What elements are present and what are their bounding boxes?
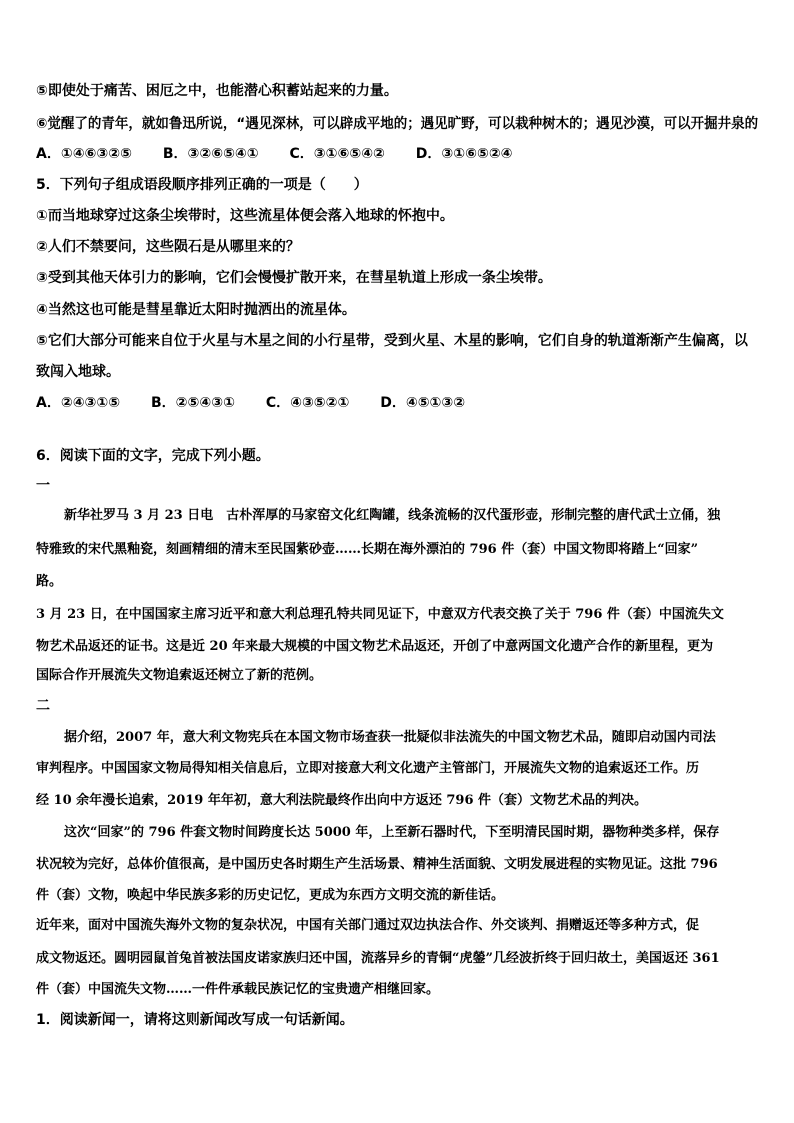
q6-s2-line-3: 经 10 余年漫长追索，2019 年年初，意大利法院最终作出向中方返还 796 件（套）文物艺术品的判决。 [36, 793, 648, 808]
q4-item-6: ⑥觉醒了的青年，就如鲁迅所说，“遇见深林，可以辟成平地的；遇见旷野，可以栽种树木的；遇见沙漠，可以开掘井泉的 [36, 116, 759, 132]
q6-s1-line-5: 物艺术品返还的证书。这是近 20 年来最大规模的中国文物艺术品返还，开创了中意两国文化遗产合作的新里程，更为 [36, 639, 714, 654]
q6-s1-line-6: 国际合作开展流失文物追索返还树立了新的范例。 [36, 668, 323, 683]
q5-option-c[interactable]: C．④③⑤②① [265, 395, 350, 411]
q6-s2-line-2: 审判程序。中国国家文物局得知相关信息后，立即对接意大利文化遗产主管部门，开展流失文物的追索返还工作。历 [36, 761, 700, 776]
q4-option-b[interactable]: B．③②⑥⑤④① [162, 146, 259, 162]
q6-s1-line-3: 路。 [36, 574, 63, 589]
q6-s2-line-6: 件（套）文物，唤起中华民族多彩的历史记忆，更成为东西方文明交流的新佳话。 [36, 888, 505, 903]
q6-s1-line-4: 3 月 23 日，在中国国家主席习近平和意大利总理孔特共同见证下，中意双方代表交换了关于 796 件（套）中国流失文 [36, 607, 724, 622]
q6-s1-line-2: 特雅致的宋代黑釉瓷，刻画精细的清末至民国紫砂壶……长期在海外漂泊的 796 件（套）中国文物即将踏上“回家” [36, 542, 699, 557]
q5-option-d[interactable]: D．④⑤①③② [380, 395, 466, 411]
q5-item-4: ④当然这也可能是彗星靠近太阳时抛洒出的流星体。 [36, 302, 356, 318]
q5-item-5-cont: 致闯入地球。 [36, 364, 120, 380]
q6-section-1-label: 一 [36, 478, 50, 494]
q5-item-3: ③受到其他天体引力的影响，它们会慢慢扩散开来，在彗星轨道上形成一条尘埃带。 [36, 270, 552, 286]
q5-stem: 5．下列句子组成语段顺序排列正确的一项是（ ） [36, 177, 368, 193]
q6-s1-line-1: 新华社罗马 3 月 23 日电 古朴浑厚的马家窑文化红陶罐，线条流畅的汉代蛋形壶，形制完整的唐代武士立俑，独 [64, 508, 721, 523]
q6-s2-line-1: 据介绍，2007 年，意大利文物宪兵在本国文物市场查获一批疑似非法流失的中国文物艺术品，随即启动国内司法 [64, 730, 716, 745]
q5-option-b[interactable]: B．②⑤④③① [150, 395, 235, 411]
q6-s2-line-7: 近年来，面对中国流失海外文物的复杂状况，中国有关部门通过双边执法合作、外交谈判、捐赠返还等多种方式，促 [36, 918, 700, 933]
q6-section-2-label: 二 [36, 698, 50, 714]
q6-s2-line-8: 成文物返还。圆明园鼠首兔首被法国皮诺家族归还中国，流落异乡的青铜“虎鎣”几经波折终于回归故土，美国返还 361 [36, 951, 720, 966]
q4-option-c[interactable]: C．③①⑥⑤④② [289, 146, 385, 162]
q5-item-1: ①而当地球穿过这条尘埃带时，这些流星体便会落入地球的怀抱中。 [36, 208, 454, 224]
q4-options [36, 144, 513, 164]
q6-s2-line-5: 状况较为完好，总体价值很高，是中国历史各时期生产生活场景、精神生活面貌、文明发展进程的实物见证。这批 796 [36, 857, 718, 872]
q5-item-5: ⑤它们大部分可能来自位于火星与木星之间的小行星带，受到火星、木星的影响，它们自身的轨道渐渐产生偏离，以 [36, 333, 748, 349]
q4-option-a[interactable]: A．①④⑥③②⑤ [36, 146, 132, 162]
q5-options [36, 393, 465, 413]
q5-option-a[interactable]: A．②④③①⑤ [36, 395, 121, 411]
q6-sub-question-1: 1．阅读新闻一，请将这则新闻改写成一句话新闻。 [36, 1012, 354, 1028]
q4-option-d[interactable]: D．③①⑥⑤②④ [415, 146, 513, 162]
q6-stem: 6．阅读下面的文字，完成下列小题。 [36, 448, 270, 464]
q6-s2-line-9: 件（套）中国流失文物……一件件承载民族记忆的宝贵遗产相继回家。 [36, 982, 440, 997]
q4-item-5: ⑤即使处于痛苦、困厄之中，也能潜心积蓄站起来的力量。 [36, 83, 398, 99]
q5-item-2: ②人们不禁要问，这些陨石是从哪里来的？ [36, 239, 300, 255]
q6-s2-line-4: 这次“回家”的 796 件套文物时间跨度长达 5000 年，上至新石器时代，下至明清民国时期，器物种类多样，保存 [64, 825, 720, 840]
